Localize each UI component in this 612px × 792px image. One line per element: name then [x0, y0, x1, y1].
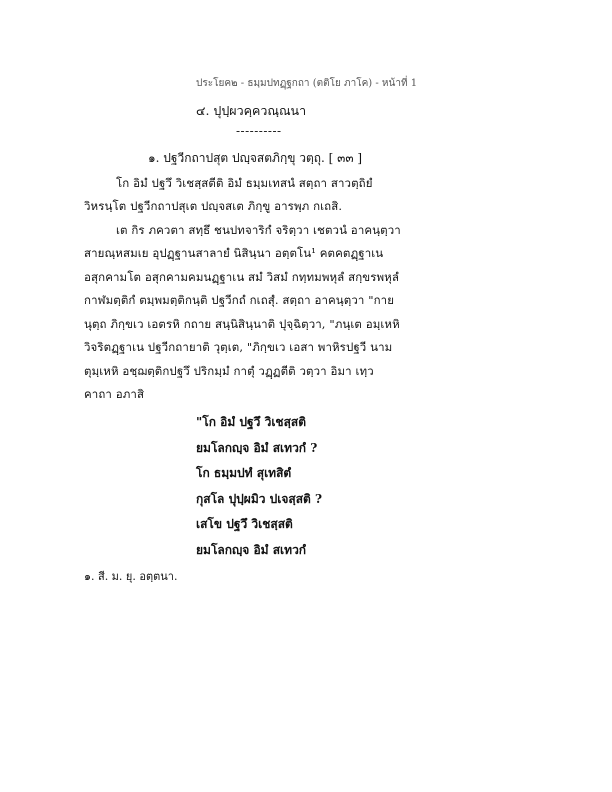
- verse-line: ยมโลกญฺจ อิมํ สเทวกํ: [196, 543, 307, 557]
- body-line: สายณฺหสมเย อุปฏฺฐานสาลายํ นิสินฺนา อตฺตโน¹ คตคตฏฺฐาเน: [84, 246, 384, 260]
- body-line: วิจริตฏฺฐาเน ปฐวีกถายาติ วุตฺเต, "ภิกฺขเว เอสา พาหิรปฐวี นาม: [84, 340, 393, 354]
- story-title: ๑. ปฐวีกถาปสุต ปญฺจสตภิกฺขุ วตฺถุ. [ ๓๓ ]: [148, 151, 363, 165]
- body-line: เต กิร ภควตา สทฺธึ ชนปทจาริกํ จริตฺวา เชตวนํ อาคนฺตฺวา: [116, 223, 401, 237]
- body-line: กาฬมตฺติกํ ตมฺพมตฺติกนฺติ ปฐวีกถํ กเถสุํ. สตฺถา อาคนฺตฺวา "กาย: [84, 293, 395, 307]
- body-line: คาถา อภาสิ: [84, 387, 145, 401]
- footnote: ๑. สี. ม. ยุ. อตฺตนา.: [84, 570, 178, 583]
- body-line: อสุกคามโต อสุกคามคมนฏฺฐาเน สมํ วิสมํ กทฺทมพหุลํ สกฺขรพหุลํ: [84, 270, 400, 284]
- verse-line: เสโข ปฐวึ วิเชสฺสติ: [196, 517, 293, 531]
- section-separator: ----------: [236, 124, 282, 138]
- body-line: วิหรนฺโต ปฐวีกถาปสุเต ปญฺจสเต ภิกฺขู อารพฺภ กเถสิ.: [84, 199, 343, 213]
- verse-line: กุสโล ปุปฺผมิว ปเจสฺสติ ?: [196, 492, 323, 506]
- chapter-title: ๔. ปุปฺผวคฺควณฺณนา: [196, 103, 307, 118]
- body-line: ตุมฺเหหิ อชฺฌตฺติกปฐวึ ปริกมฺมํ กาตุํ วฏฺฏตีติ วตฺวา อิมา เทฺว: [84, 364, 374, 378]
- verse-line: ยมโลกญฺจ อิมํ สเทวกํ ?: [196, 441, 318, 455]
- body-line: นุตฺถ ภิกฺขเว เอตรหิ กถาย สนฺนิสินฺนาติ ปุจฺฉิตฺวา, "ภนฺเต อมฺเหหิ: [84, 317, 400, 331]
- running-header: ประโยค๒ - ธมฺมปทฏฺฐกถา (ตติโย ภาโค) - หน้าที่ 1: [196, 78, 418, 89]
- verse-line: โก ธมฺมปทํ สุเทสิตํ: [196, 466, 292, 480]
- body-line: โก อิมํ ปฐวึ วิเชสฺสตีติ อิมํ ธมฺมเทสนํ สตฺถา สาวตฺถิยํ: [116, 176, 373, 190]
- verse-line: "โก อิมํ ปฐวึ วิเชสฺสติ: [196, 415, 307, 429]
